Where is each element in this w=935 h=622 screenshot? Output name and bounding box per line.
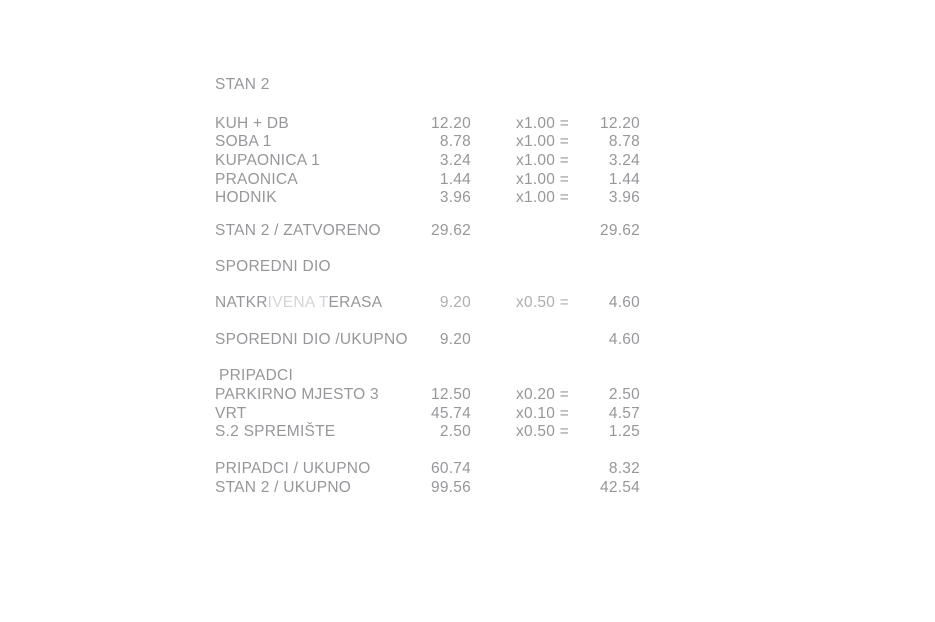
table-row bbox=[0, 293, 935, 312]
row-label: KUPAONICA 1 bbox=[215, 152, 320, 169]
table-subtotal-row bbox=[0, 459, 935, 478]
row-result-value: 4.60 bbox=[608, 331, 640, 348]
row-area-value: 45.74 bbox=[430, 405, 471, 422]
table-row bbox=[0, 422, 935, 441]
row-coefficient: x1.00 = bbox=[516, 115, 570, 132]
row-coefficient: x1.00 = bbox=[516, 171, 570, 188]
row-label: PRIPADCI / UKUPNO bbox=[215, 460, 371, 477]
row-label: PARKIRNO MJESTO 3 bbox=[215, 386, 379, 403]
row-result-value: 42.54 bbox=[599, 479, 640, 496]
row-area-value: 29.62 bbox=[430, 222, 471, 239]
row-label: SOBA 1 bbox=[215, 133, 272, 150]
row-label-segment: NATKR bbox=[215, 294, 268, 311]
row-label: SPOREDNI DIO /UKUPNO bbox=[215, 331, 408, 348]
row-coefficient: x1.00 = bbox=[516, 189, 570, 206]
row-result-value: 3.96 bbox=[608, 189, 640, 206]
row-label: STAN 2 / UKUPNO bbox=[215, 479, 352, 496]
row-area-value: 2.50 bbox=[439, 423, 471, 440]
row-area-value: 3.96 bbox=[439, 189, 471, 206]
row-coefficient: x0.20 = bbox=[516, 386, 570, 403]
row-result-value: 4.57 bbox=[608, 405, 640, 422]
page-title-row bbox=[0, 75, 935, 94]
row-result-value: 8.32 bbox=[608, 460, 640, 477]
row-area-value: 99.56 bbox=[430, 479, 471, 496]
row-area-value: 60.74 bbox=[430, 460, 471, 477]
row-result-value: 3.24 bbox=[608, 152, 640, 169]
row-coefficient: x0.10 = bbox=[516, 405, 570, 422]
table-row bbox=[0, 188, 935, 207]
row-label-segment-faded: IVENA T bbox=[267, 294, 329, 311]
row-coefficient: x1.00 = bbox=[516, 133, 570, 150]
row-area-value: 8.78 bbox=[439, 133, 471, 150]
row-coefficient: x1.00 = bbox=[516, 152, 570, 169]
section-heading: SPOREDNI DIO bbox=[215, 258, 331, 275]
row-coefficient: x0.50 = bbox=[516, 294, 570, 311]
row-label-segment: ERASA bbox=[328, 294, 383, 311]
row-coefficient: x0.50 = bbox=[516, 423, 570, 440]
table-total-row bbox=[0, 478, 935, 497]
row-label: KUH + DB bbox=[215, 115, 289, 132]
row-result-value: 12.20 bbox=[599, 115, 640, 132]
page-title: STAN 2 bbox=[215, 76, 270, 93]
row-label: HODNIK bbox=[215, 189, 277, 206]
table-row bbox=[0, 151, 935, 170]
table-subtotal-row bbox=[0, 330, 935, 349]
section-heading: PRIPADCI bbox=[219, 367, 294, 384]
row-label: S.2 SPREMIŠTE bbox=[215, 423, 336, 440]
row-area-value: 12.50 bbox=[430, 386, 471, 403]
table-subtotal-row bbox=[0, 221, 935, 240]
section-heading-row bbox=[0, 366, 935, 385]
row-result-value: 1.25 bbox=[608, 423, 640, 440]
row-label: STAN 2 / ZATVORENO bbox=[215, 222, 381, 239]
row-result-value: 4.60 bbox=[608, 294, 640, 311]
section-heading-row bbox=[0, 257, 935, 276]
row-result-value: 2.50 bbox=[608, 386, 640, 403]
row-area-value: 12.20 bbox=[430, 115, 471, 132]
row-result-value: 8.78 bbox=[608, 133, 640, 150]
row-result-value: 29.62 bbox=[599, 222, 640, 239]
row-area-value: 1.44 bbox=[439, 171, 471, 188]
table-row bbox=[0, 404, 935, 423]
row-area-value: 3.24 bbox=[439, 152, 471, 169]
table-row bbox=[0, 132, 935, 151]
table-row bbox=[0, 385, 935, 404]
row-label: VRT bbox=[215, 405, 247, 422]
row-area-value: 9.20 bbox=[439, 294, 471, 311]
table-row bbox=[0, 170, 935, 189]
row-result-value: 1.44 bbox=[608, 171, 640, 188]
row-label: PRAONICA bbox=[215, 171, 298, 188]
row-area-value: 9.20 bbox=[439, 331, 471, 348]
row-label bbox=[215, 293, 382, 312]
table-row bbox=[0, 114, 935, 133]
